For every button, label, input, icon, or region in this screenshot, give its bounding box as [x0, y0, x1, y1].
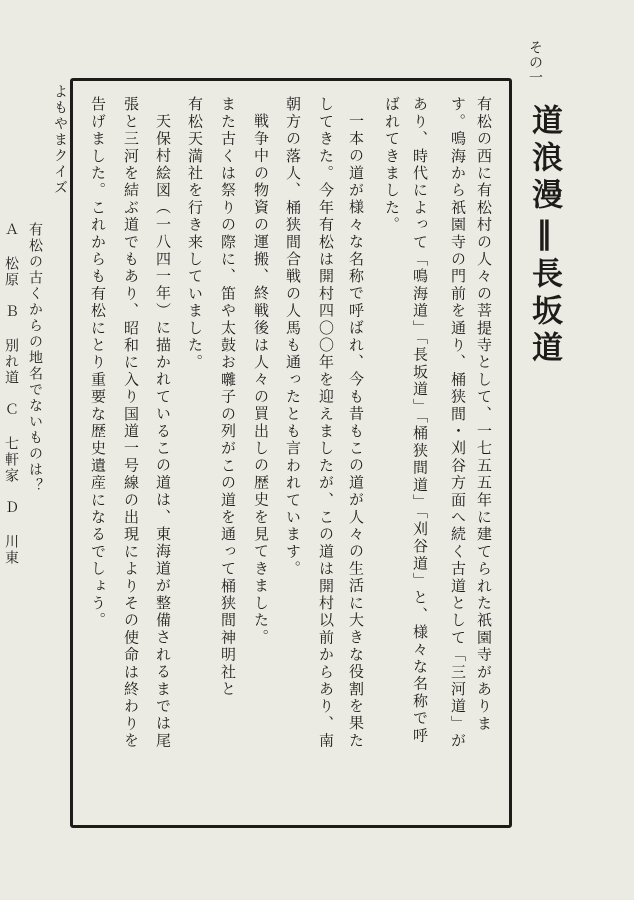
article-column: 張と三河を結ぶ道でもあり、昭和に入り国道一号線の出現によりその使命は終わりを — [122, 96, 140, 750]
article-column: また古くは祭りの際に、笛や太鼓お囃子の列がこの道を通って桶狭間神明社と — [219, 96, 237, 698]
article-column: す。鳴海から祇園寺の門前を通り、桶狭間・刈谷方面へ続く古道として「三河道」が — [449, 96, 467, 750]
article-column: してきた。今年有松は開村四〇〇年を迎えましたが、この道は開村以前からあり、南 — [317, 96, 335, 750]
quiz-question: 有松の古くからの地名でないものは？ — [27, 222, 43, 494]
page-title: 道浪漫‖長坂道 — [526, 104, 562, 368]
article-column: 告げました。これからも有松にとり重要な歴史遺産になるでしょう。 — [89, 96, 107, 630]
quiz-options: Ａ 松原 Ｂ 別れ道 Ｃ 七軒家 Ｄ 川東 — [3, 222, 19, 566]
article-column: 朝方の落人、桶狭間合戦の人馬も通ったとも言われています。 — [284, 96, 302, 578]
article-column: 有松天満社を行き来していました。 — [186, 96, 204, 372]
article-column: 天保村絵図（一八四一年）に描かれているこの道は、東海道が整備されるまでは尾 — [154, 113, 172, 750]
quiz-heading: よもやまクイズ — [52, 84, 68, 196]
series-label: その一 — [527, 40, 543, 85]
article-column: 有松の西に有松村の人々の菩提寺として、一七五五年に建てられた祇園寺がありま — [475, 96, 493, 733]
article-column: ばれてきました。 — [383, 96, 401, 234]
article-column: 一本の道が様々な名称で呼ばれ、今も昔もこの道が人々の生活に大きな役割を果た — [347, 113, 365, 750]
article-column: 戦争中の物資の運搬、終戦後は人々の買出しの歴史を見てきました。 — [252, 113, 270, 647]
article-column: あり、時代によって「鳴海道」「長坂道」「桶狭間道」「刈谷道」と、様々な名称で呼 — [411, 96, 429, 745]
